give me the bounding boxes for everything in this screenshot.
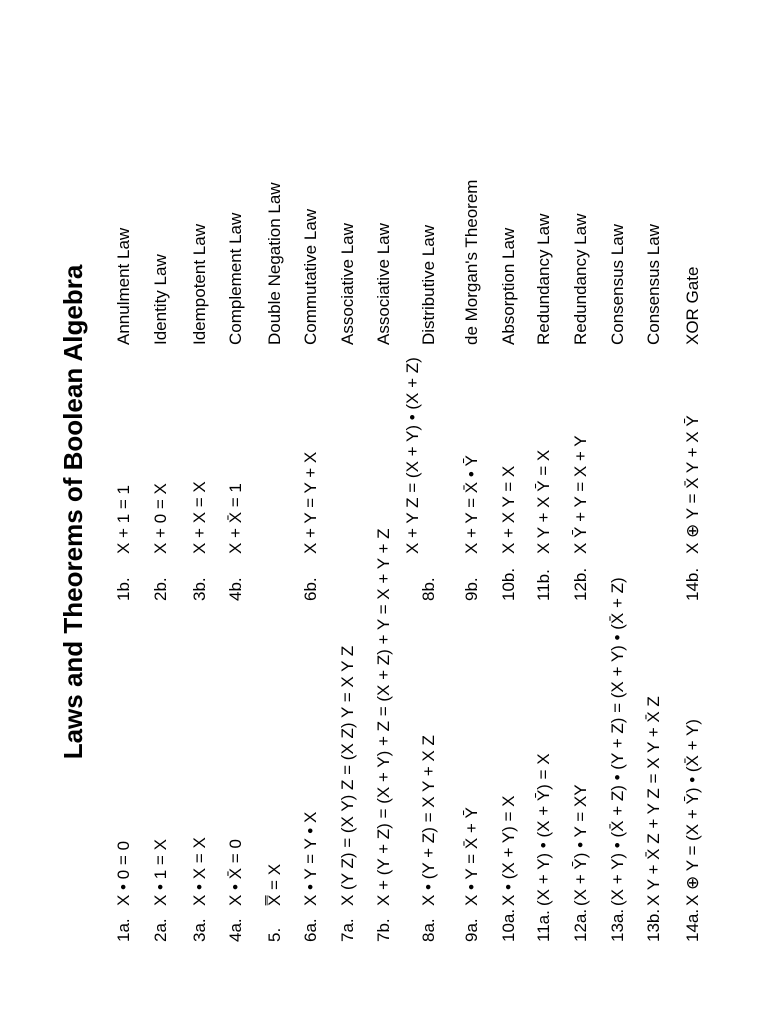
dual-law-equation: X ⊕ Y = X̄ Y + X Ȳ — [683, 415, 702, 554]
law-row — [149, 0, 173, 1024]
law-name: Associative Law — [374, 223, 393, 345]
law-number: 9a. — [462, 918, 481, 942]
dual-law-equation: X Ȳ + Y = X + Y — [571, 435, 590, 554]
law-row — [263, 0, 287, 1024]
law-equation: (X + Y) • (X̄ + Z) • (Y + Z) = (X + Y) • (X̄ + Z) — [608, 577, 627, 906]
law-number: 6a. — [301, 918, 320, 942]
law-equation: X • Y = X̄ + Ȳ — [462, 807, 481, 906]
law-row — [532, 0, 556, 1024]
law-number: 14a. — [683, 908, 702, 942]
law-name: Distributive Law — [419, 225, 438, 345]
law-row — [606, 0, 630, 1024]
dual-law-number: 4b. — [226, 577, 245, 601]
law-name: de Morgan's Theorem — [462, 179, 481, 345]
dual-law-number: 11b. — [534, 569, 553, 601]
dual-law-number: 8b. — [419, 577, 438, 601]
law-name: Identity Law — [151, 254, 170, 345]
law-row — [681, 0, 705, 1024]
law-equation: X • (Y + Z) = X Y + X Z — [419, 735, 438, 906]
dual-law-number: 3b. — [190, 577, 209, 601]
dual-law-number: 6b. — [301, 577, 320, 601]
law-row — [372, 0, 396, 1024]
law-equation: X • 0 = 0 — [114, 840, 133, 906]
law-number: 2a. — [151, 918, 170, 942]
law-number: 11a. — [534, 910, 553, 942]
law-row — [403, 0, 441, 1024]
dual-law-equation: X + 1 = 1 — [114, 485, 133, 554]
law-number: 13b. — [644, 908, 663, 942]
law-number: 12a. — [571, 908, 590, 942]
dual-law-number: 10b. — [499, 567, 518, 601]
law-equation: X • Y = Y • X — [301, 811, 320, 906]
law-row — [299, 0, 323, 1024]
law-number: 13a. — [608, 908, 627, 942]
law-name: Consensus Law — [608, 224, 627, 345]
dual-law-equation: X + Y = Y + X — [301, 451, 320, 554]
law-equation: X • 1 = X — [151, 839, 170, 906]
dual-law-equation: X + X = X — [190, 481, 209, 554]
law-number: 5. — [265, 927, 284, 942]
dual-law-equation: X + Y = X̄ • Ȳ — [462, 455, 481, 554]
law-equation: (X + Y) • (X + Ȳ) = X — [534, 753, 553, 906]
law-equation: X Y + X̄ Z + Y Z = X Y + X̄ Z — [644, 696, 663, 906]
law-equation: X̿ = X — [265, 863, 284, 906]
law-number: 7a. — [338, 918, 357, 942]
dual-law-equation: X + Y Z = (X + Y) • (X + Z) — [403, 357, 422, 554]
law-equation: X + (Y + Z) = (X + Y) + Z = (X + Z) + Y = X + Y + Z — [374, 528, 393, 906]
dual-law-equation: X + X Y = X — [499, 465, 518, 554]
law-equation: X • X = X — [190, 837, 209, 906]
law-row — [112, 0, 136, 1024]
page-title: Laws and Theorems of Boolean Algebra — [58, 264, 88, 760]
law-name: Annulment Law — [114, 227, 133, 345]
law-name: XOR Gate — [683, 266, 702, 345]
law-name: Complement Law — [226, 212, 245, 345]
law-name: Redundancy Law — [534, 213, 553, 345]
law-name: Idempotent Law — [190, 224, 209, 345]
law-equation: X • X̄ = 0 — [226, 839, 245, 906]
law-name: Redundancy Law — [571, 213, 590, 345]
law-name: Associative Law — [338, 223, 357, 345]
law-row — [336, 0, 360, 1024]
law-name: Absorption Law — [499, 227, 518, 345]
law-equation: X (Y Z) = (X Y) Z = (X Z) Y = X Y Z — [338, 645, 357, 906]
law-row — [642, 0, 666, 1024]
law-name: Double Negation Law — [265, 182, 284, 345]
law-equation: X ⊕ Y = (X + Ȳ) • (X̄ + Y) — [683, 719, 702, 906]
law-equation: X • (X + Y) = X — [499, 795, 518, 906]
law-row — [569, 0, 593, 1024]
law-number: 1a. — [114, 918, 133, 942]
law-row — [224, 0, 248, 1024]
law-row — [460, 0, 484, 1024]
law-row — [188, 0, 212, 1024]
dual-law-number: 2b. — [151, 577, 170, 601]
dual-law-equation: X + 0 = X — [151, 483, 170, 554]
dual-law-equation: X Y + X Ȳ = X — [534, 449, 553, 554]
dual-law-number: 1b. — [114, 577, 133, 601]
law-number: 7b. — [374, 918, 393, 942]
law-number: 8a. — [419, 918, 438, 942]
law-row — [497, 0, 521, 1024]
law-number: 3a. — [190, 918, 209, 942]
dual-law-number: 14b. — [683, 567, 702, 601]
law-number: 4a. — [226, 918, 245, 942]
dual-law-number: 9b. — [462, 577, 481, 601]
dual-law-equation: X + X̄ = 1 — [226, 483, 245, 554]
law-name: Consensus Law — [644, 224, 663, 345]
law-number: 10a. — [499, 908, 518, 942]
law-name: Commutative Law — [301, 208, 320, 345]
law-equation: (X + Ȳ) • Y = XY — [571, 784, 590, 906]
dual-law-number: 12b. — [571, 567, 590, 601]
